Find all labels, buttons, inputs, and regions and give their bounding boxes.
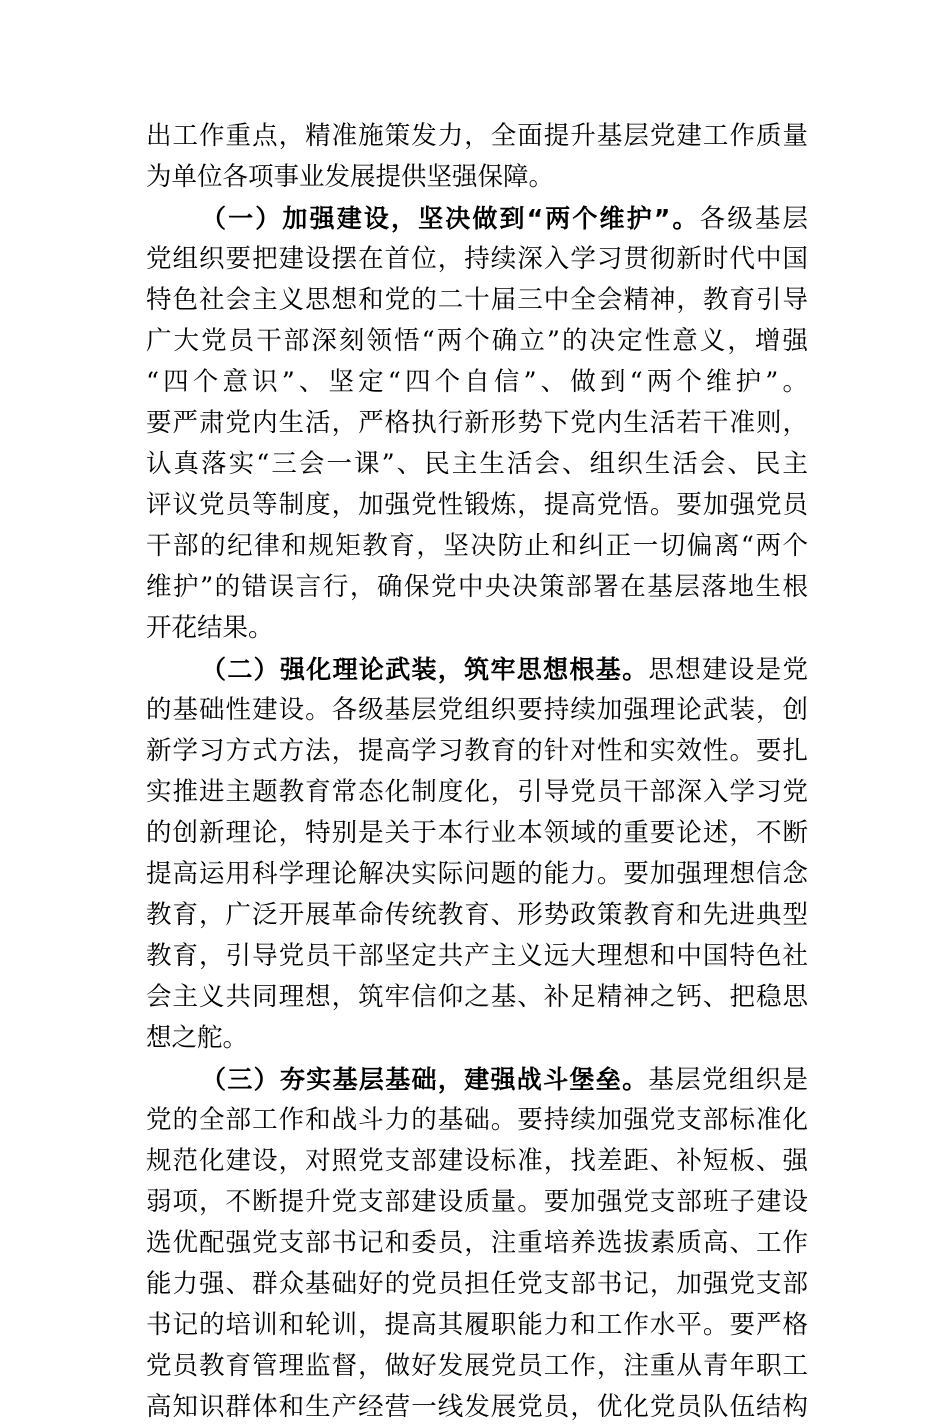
section-2-line: 新学习方式方法，提高学习教育的针对性和实效性。要扎 bbox=[146, 736, 808, 766]
section-3-line: 弱项，不断提升党支部建设质量。要加强党支部班子建设 bbox=[146, 1187, 808, 1217]
section-3-line: 高知识群体和生产经营一线发展党员，优化党员队伍结构 bbox=[146, 1392, 808, 1422]
section-1-heading: （一）加强建设，坚决做到“两个维护”。 bbox=[201, 204, 700, 233]
section-3-line: 规范化建设，对照党支部建设标准，找差距、补短板、强 bbox=[146, 1146, 808, 1176]
section-1-line: 要严肃党内生活，严格执行新形势下党内生活若干准则， bbox=[146, 408, 808, 438]
section-2-line: 实推进主题教育常态化制度化，引导党员干部深入学习党 bbox=[146, 777, 808, 807]
section-1-line: 党组织要把建设摆在首位，持续深入学习贯彻新时代中国 bbox=[146, 244, 808, 274]
section-3-line: 党员教育管理监督，做好发展党员工作，注重从青年职工 bbox=[146, 1351, 808, 1381]
section-2-heading: （二）强化理论武装，筑牢思想根基。 bbox=[201, 655, 649, 684]
section-2 bbox=[146, 649, 808, 1059]
section-3-line: 选优配强党支部书记和委员，注重培养选拔素质高、工作 bbox=[146, 1228, 808, 1258]
section-2-first-line bbox=[146, 649, 808, 690]
section-2-last-line: 想之舵。 bbox=[146, 1023, 249, 1053]
section-2-first-rest: 思想建设是党 bbox=[648, 655, 808, 685]
section-2-line: 的创新理论，特别是关于本行业本领域的重要论述，不断 bbox=[146, 818, 808, 848]
section-1-line: 特色社会主义思想和党的二十届三中全会精神，教育引导 bbox=[146, 285, 808, 315]
intro-line-2: 为单位各项事业发展提供坚强保障。 bbox=[146, 162, 555, 192]
section-1-first-rest: 各级基层 bbox=[699, 204, 808, 234]
section-3-first-rest: 基层党组织是 bbox=[648, 1065, 808, 1095]
document-page bbox=[146, 116, 808, 1428]
section-1-line: “四个意识”、坚定“四个自信”、做到“两个维护”。 bbox=[146, 367, 808, 397]
section-1-line: 认真落实“三会一课”、民主生活会、组织生活会、民主 bbox=[146, 449, 808, 479]
section-1-line: 干部的纪律和规矩教育，坚决防止和纠正一切偏离“两个 bbox=[146, 531, 808, 561]
section-2-line: 教育，广泛开展革命传统教育、形势政策教育和先进典型 bbox=[146, 900, 808, 930]
section-2-line: 教育，引导党员干部坚定共产主义远大理想和中国特色社 bbox=[146, 941, 808, 971]
section-2-line: 提高运用科学理论解决实际问题的能力。要加强理想信念 bbox=[146, 859, 808, 889]
section-3 bbox=[146, 1059, 808, 1428]
section-3-line: 党的全部工作和战斗力的基础。要持续加强党支部标准化 bbox=[146, 1105, 808, 1135]
section-3-heading: （三）夯实基层基础，建强战斗堡垒。 bbox=[201, 1065, 649, 1094]
section-1-line: 评议党员等制度，加强党性锻炼，提高党悟。要加强党员 bbox=[146, 490, 808, 520]
intro-line-1: 出工作重点，精准施策发力，全面提升基层党建工作质量 bbox=[146, 121, 808, 151]
section-3-first-line bbox=[146, 1059, 808, 1100]
section-3-line: 能力强、群众基础好的党员担任党支部书记，加强党支部 bbox=[146, 1269, 808, 1299]
section-1-last-line: 开花结果。 bbox=[146, 613, 274, 643]
section-1-line: 广大党员干部深刻领悟“两个确立”的决定性意义，增强 bbox=[146, 326, 808, 356]
section-1-line: 维护”的错误言行，确保党中央决策部署在基层落地生根 bbox=[146, 572, 808, 602]
section-1-first-line bbox=[146, 198, 808, 239]
section-3-line: 书记的培训和轮训，提高其履职能力和工作水平。要严格 bbox=[146, 1310, 808, 1340]
section-1 bbox=[146, 198, 808, 649]
section-2-line: 的基础性建设。各级基层党组织要持续加强理论武装，创 bbox=[146, 695, 808, 725]
section-2-line: 会主义共同理想，筑牢信仰之基、补足精神之钙、把稳思 bbox=[146, 982, 808, 1012]
